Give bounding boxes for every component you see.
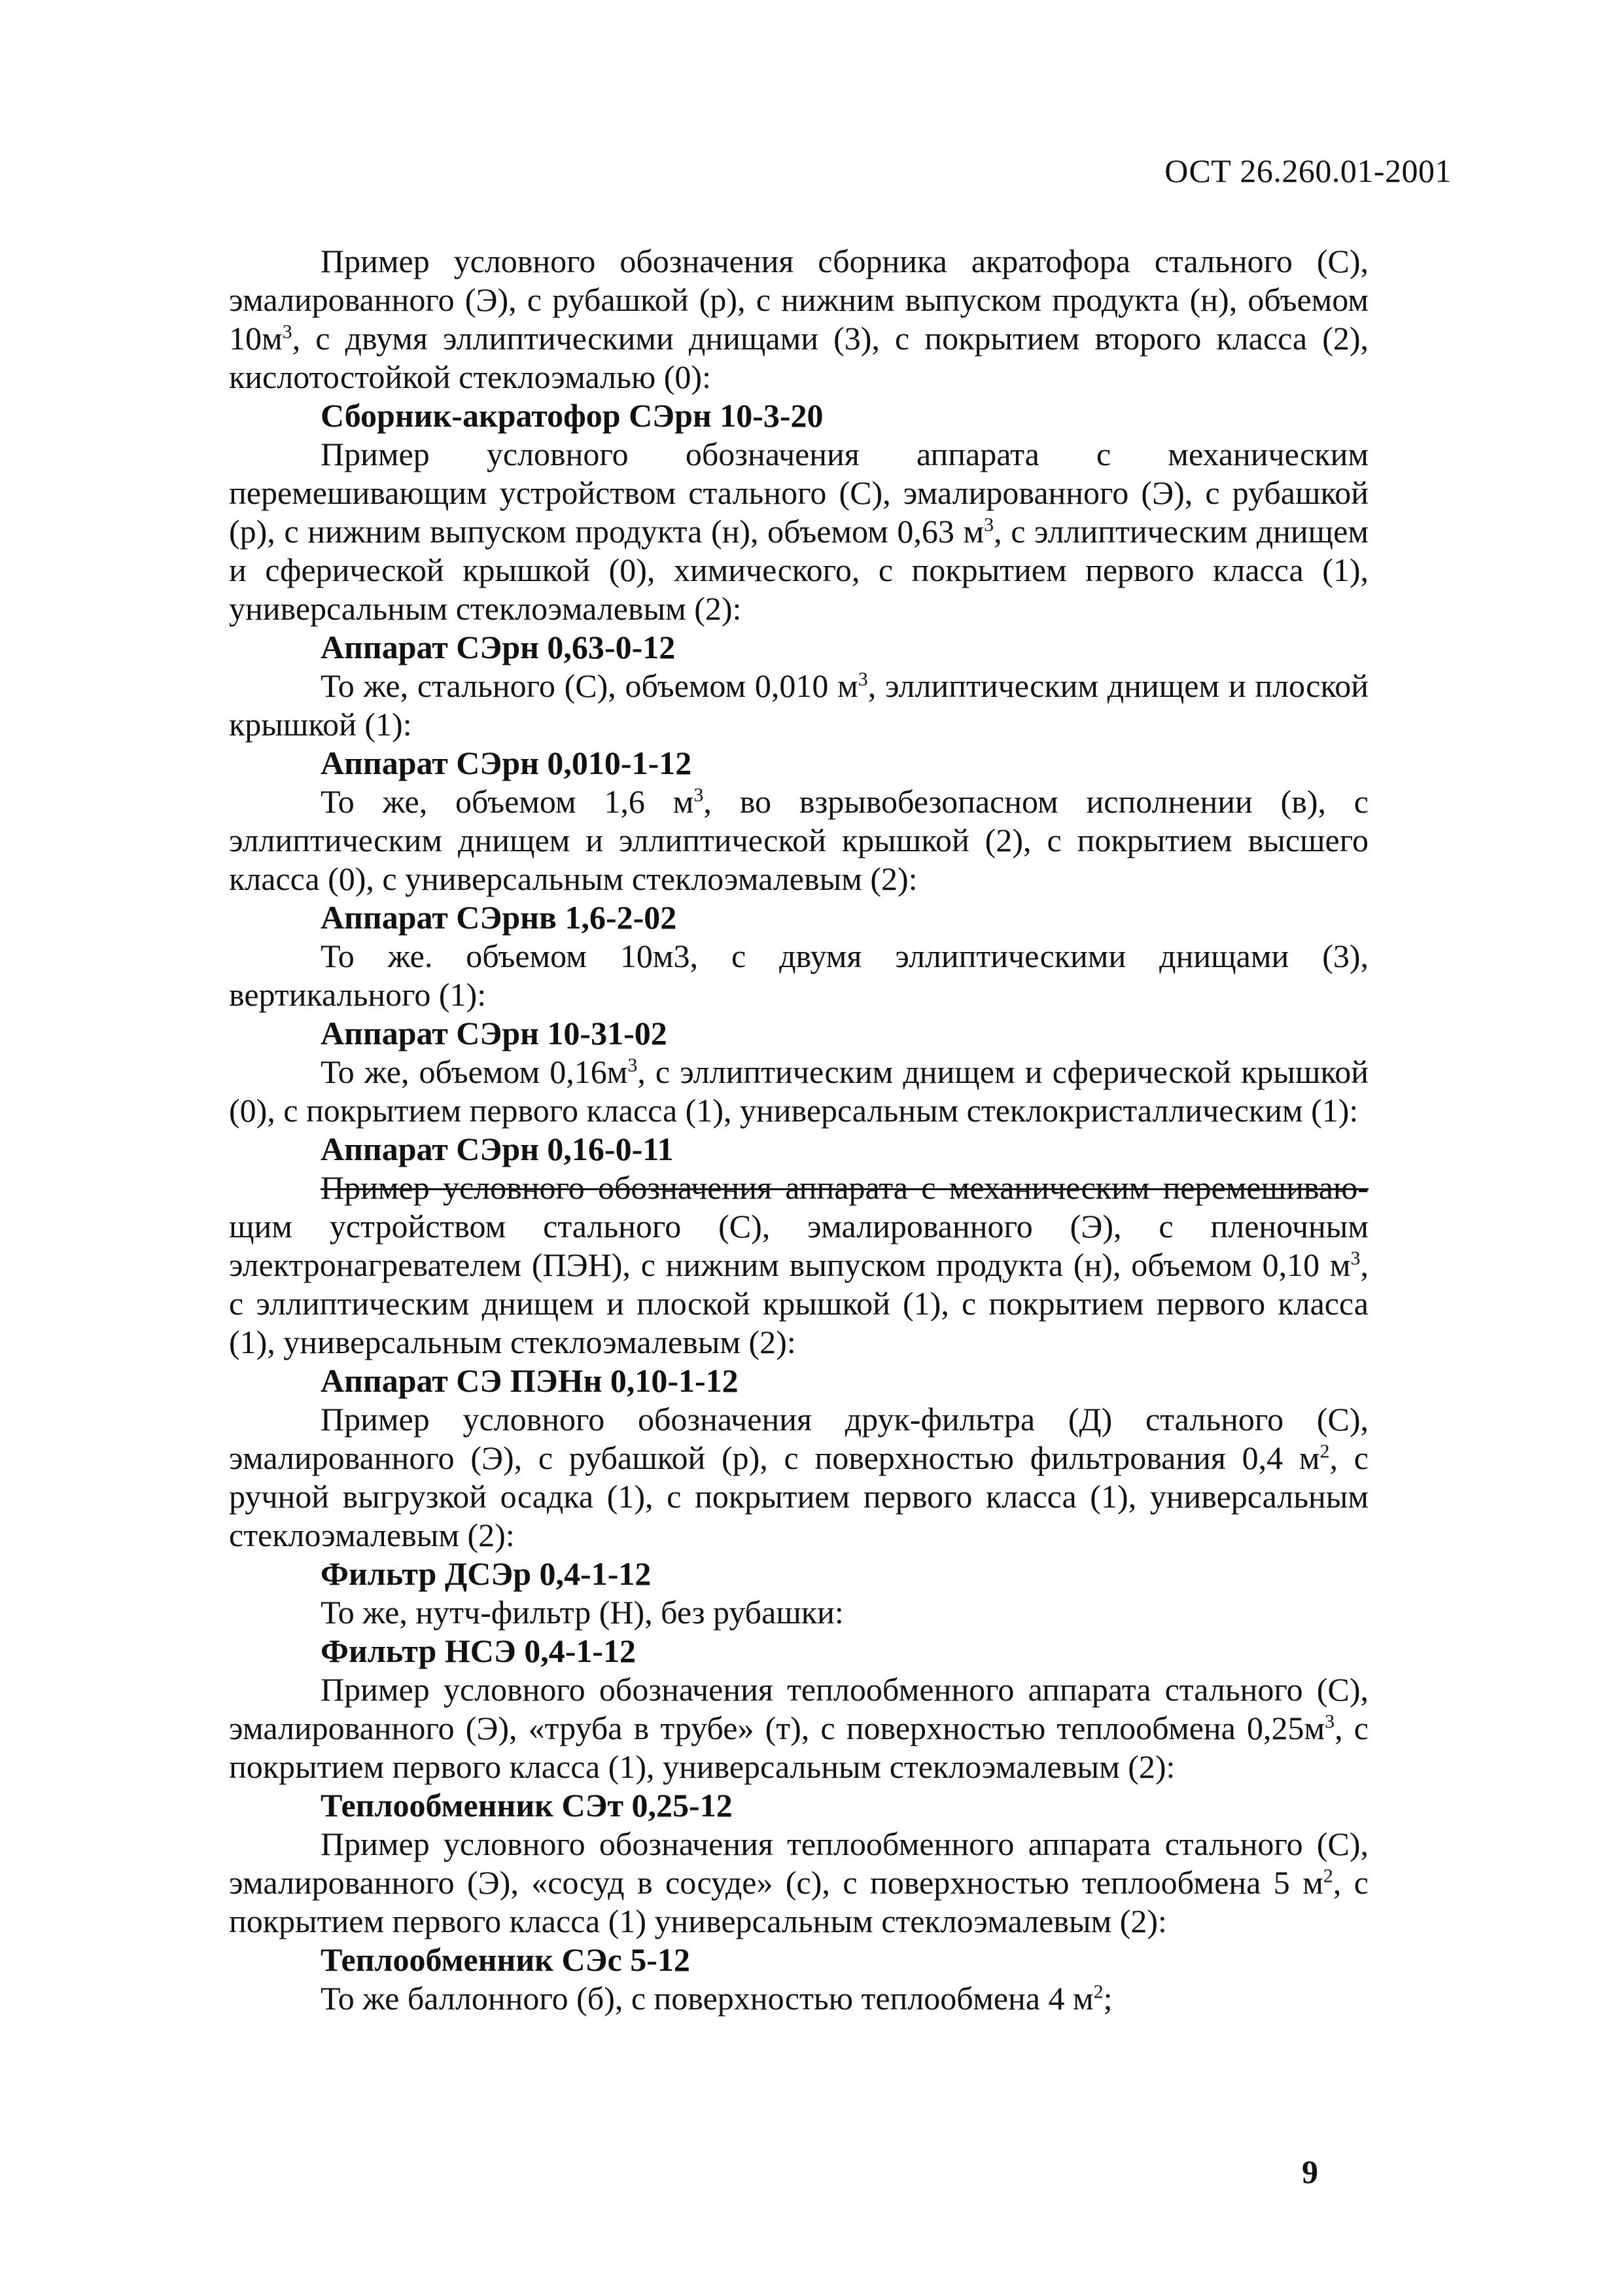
- designation-text: Сборник-акратофор СЭрн 10-3-20: [321, 397, 824, 434]
- document-body: [229, 242, 1369, 2018]
- page-number: 9: [1302, 2153, 1318, 2190]
- paragraph-tail: , с эллиптическим днищем и сферической крышкой (0), химического, с покрытием первого класса (1), универсальным стеклоэмалевым (2):: [229, 513, 1369, 627]
- designation-example: [229, 397, 1369, 435]
- superscript: 2: [1319, 1440, 1330, 1462]
- superscript: 3: [1350, 1247, 1361, 1269]
- designation-text: Аппарат СЭрн 0,63-0-12: [321, 629, 676, 665]
- designation-example: [229, 1632, 1369, 1670]
- paragraph-text: То же, объемом 1,6 м: [321, 783, 694, 820]
- designation-example: [229, 898, 1369, 937]
- paragraph: [229, 937, 1369, 1014]
- paragraph-text: Пример условного обозначения теплообменного аппарата стального (С), эмалированного (Э), «труба в трубе» (т), с поверхностью теплообмена 0,25м: [229, 1671, 1369, 1746]
- paragraph-tail: , с двумя эллиптическими днищами (3), с покрытием второго класса (2), кислотостойкой стеклоэмалью (0):: [229, 320, 1369, 395]
- designation-example: [229, 744, 1369, 783]
- superscript: 3: [858, 668, 868, 690]
- designation-example: [229, 1014, 1369, 1053]
- designation-text: Аппарат СЭрн 10-31-02: [321, 1015, 667, 1051]
- superscript: 3: [693, 784, 704, 806]
- paragraph-text: То же, стального (С), объемом 0,010 м: [321, 667, 858, 704]
- superscript: 3: [282, 321, 292, 343]
- designation-example: [229, 628, 1369, 667]
- designation-text: Фильтр НСЭ 0,4-1-12: [321, 1633, 637, 1669]
- designation-example: [229, 1130, 1369, 1169]
- paragraph: [229, 1169, 1369, 1362]
- paragraph: [229, 1400, 1369, 1555]
- paragraph-text: Пример условного обозначения сборника акратофора стального (С), эмалированного (Э), с рубашкой (р), с нижним выпуском продукта (н), объемом 10м: [229, 243, 1369, 357]
- paragraph-text: То же баллонного (б), с поверхностью теплообмена 4 м: [321, 1980, 1094, 2017]
- paragraph: [229, 1593, 1369, 1632]
- superscript: 3: [627, 1054, 638, 1076]
- designation-text: Теплообменник СЭт 0,25-12: [321, 1787, 733, 1824]
- paragraph-text: Пример условного обозначения теплообменного аппарата стального (С), эмалированного (Э), «сосуд в сосуде» (с), с поверхностью теплообмена 5 м: [229, 1826, 1369, 1901]
- paragraph-text: То же. объемом 10м3, с двумя эллиптическими днищами (3), вертикального (1):: [229, 938, 1369, 1013]
- paragraph-text: То же, объемом 0,16м: [321, 1053, 628, 1090]
- paragraph-text: То же, нутч-фильтр (Н), без рубашки:: [321, 1594, 844, 1631]
- designation-example: [229, 1786, 1369, 1825]
- paragraph: [229, 1053, 1369, 1130]
- paragraph-tail: , во взрывобезопасном исполнении (в), с эллиптическим днищем и эллиптической крышкой (2), с покрытием высшего класса (0), с универсальным стеклоэмалевым (2):: [229, 783, 1369, 897]
- struck-text: Пример условного обозначения аппарата с механическим перемешиваю-: [321, 1169, 1369, 1206]
- paragraph: [229, 667, 1369, 744]
- paragraph-tail: , с эллиптическим днищем и плоской крышкой (1), с покрытием первого класса (1), универсальным стеклоэмалевым (2):: [229, 1246, 1369, 1360]
- paragraph-text: Пример условного обозначения друк-фильтра (Д) стального (С), эмалированного (Э), с рубашкой (р), с поверхностью фильтрования 0,4 м: [229, 1401, 1369, 1476]
- designation-example: [229, 1555, 1369, 1593]
- designation-text: Аппарат СЭрнв 1,6-2-02: [321, 899, 677, 936]
- paragraph-text: щим устройством стального (С), эмалированного (Э), с пленочным электронагревателем (ПЭН), с нижним выпуском продукта (н), объемом 0,10 м: [229, 1208, 1369, 1283]
- paragraph: [229, 242, 1369, 397]
- designation-text: Теплообменник СЭс 5-12: [321, 1941, 690, 1978]
- paragraph-tail: , эллиптическим днищем и плоской крышкой (1):: [229, 667, 1369, 743]
- designation-text: Аппарат СЭрн 0,010-1-12: [321, 745, 692, 781]
- paragraph: [229, 1670, 1369, 1786]
- paragraph-tail: , с эллиптическим днищем и сферической крышкой (0), с покрытием первого класса (1), универсальным стеклокристаллическим (1):: [229, 1053, 1369, 1129]
- superscript: 3: [984, 514, 994, 536]
- paragraph-tail: ;: [1103, 1980, 1113, 2017]
- superscript: 2: [1093, 1981, 1104, 2003]
- superscript: 3: [1325, 1710, 1335, 1733]
- document-code: ОСТ 26.260.01-2001: [1164, 152, 1452, 189]
- paragraph: [229, 1825, 1369, 1941]
- designation-text: Аппарат СЭрн 0,16-0-11: [321, 1131, 674, 1167]
- paragraph: [229, 1979, 1369, 2018]
- paragraph-text: Пример условного обозначения аппарата с механическим перемешивающим устройством стального (С), эмалированного (Э), с рубашкой (р), с нижним выпуском продукта (н), объемом 0,63 м: [229, 436, 1369, 550]
- paragraph-tail: , с покрытием первого класса (1) универсальным стеклоэмалевым (2):: [229, 1864, 1369, 1939]
- designation-example: [229, 1941, 1369, 1979]
- designation-example: [229, 1362, 1369, 1400]
- paragraph: [229, 783, 1369, 898]
- superscript: 2: [1323, 1865, 1333, 1887]
- paragraph: [229, 435, 1369, 628]
- paragraph-tail: , с ручной выгрузкой осадка (1), с покрытием первого класса (1), универсальным стеклоэмалевым (2):: [229, 1439, 1369, 1553]
- designation-text: Фильтр ДСЭр 0,4-1-12: [321, 1555, 652, 1592]
- designation-text: Аппарат СЭ ПЭНн 0,10-1-12: [321, 1362, 739, 1399]
- paragraph-tail: , с покрытием первого класса (1), универсальным стеклоэмалевым (2):: [229, 1710, 1369, 1785]
